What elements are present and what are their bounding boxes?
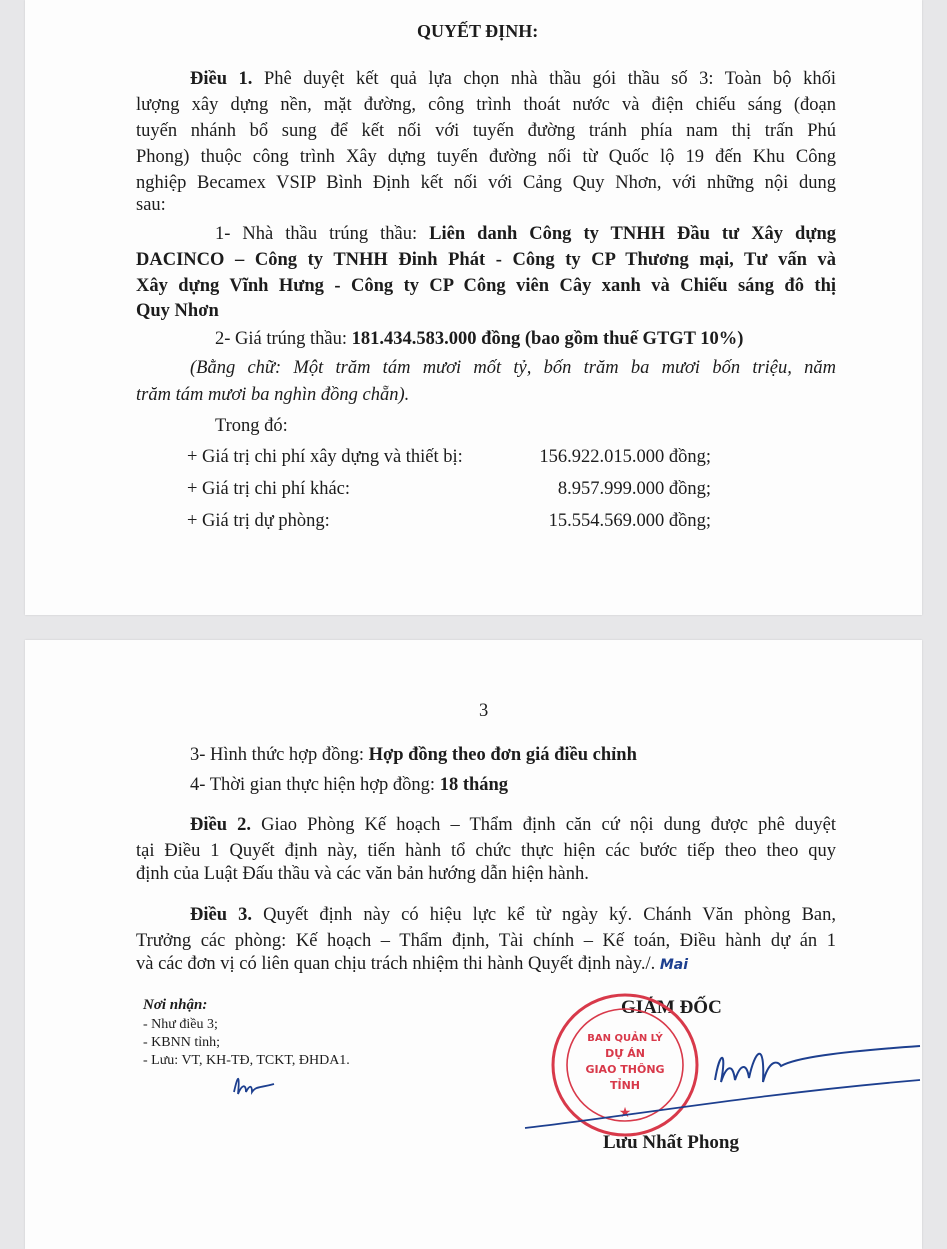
contract-type: Hợp đồng theo đơn giá điều chỉnh bbox=[368, 745, 637, 765]
article2-line-3: định của Luật Đấu thầu và các văn bản hướng dẫn hiện hành. bbox=[136, 864, 589, 884]
article1-line-6: sau: bbox=[136, 195, 166, 215]
article3-label: Điều 3. bbox=[190, 905, 252, 925]
item4-line: 4- Thời gian thực hiện hợp đồng: 18 tháng bbox=[190, 775, 509, 795]
article3-line-1: Điều 3. Quyết định này có hiệu lực kể từ ngày ký. Chánh Văn phòng Ban, bbox=[190, 905, 837, 925]
article2-line-2: tại Điều 1 Quyết định này, tiến hành tổ chức thực hiện các bước tiếp theo theo quy bbox=[136, 841, 836, 861]
director-signature-icon bbox=[495, 1020, 922, 1140]
breakdown-label-2: + Giá trị chi phí khác: bbox=[187, 479, 351, 499]
recipient-3: - Lưu: VT, KH-TĐ, TCKT, ĐHDA1. bbox=[143, 1053, 350, 1068]
article1-label: Điều 1. bbox=[190, 69, 253, 89]
article1-line-3: tuyến nhánh bổ sung để kết nối với tuyến đường tránh phía nam thị trấn Phú bbox=[136, 121, 836, 141]
article3-line-3: và các đơn vị có liên quan chịu trách nhiệm thi hành Quyết định này./. Mai bbox=[136, 954, 689, 974]
document-page-1 bbox=[25, 0, 922, 615]
item1-line-3: Xây dựng Vĩnh Hưng - Công ty CP Công viên Cây xanh và Chiếu sáng đô thị bbox=[136, 276, 836, 296]
winning-price: 181.434.583.000 đồng (bao gồm thuế GTGT 10%) bbox=[351, 329, 744, 349]
article1-line-4: Phong) thuộc công trình Xây dựng tuyến đường nối từ Quốc lộ 19 đến Khu Công bbox=[136, 147, 836, 167]
winning-contractor: Liên danh Công ty TNHH Đầu tư Xây dựng bbox=[429, 224, 836, 244]
document-page-2 bbox=[25, 640, 922, 1249]
signer-title: GIÁM ĐỐC bbox=[621, 997, 722, 1018]
page-number: 3 bbox=[479, 701, 489, 721]
breakdown-value-2: 8.957.999.000 đồng; bbox=[557, 479, 711, 499]
article3-line-2: Trưởng các phòng: Kế hoạch – Thẩm định, Tài chính – Kế toán, Điều hành dự án 1 bbox=[136, 931, 836, 951]
article2-line-1: Điều 2. Giao Phòng Kế hoạch – Thẩm định căn cứ nội dung được phê duyệt bbox=[190, 815, 836, 835]
breakdown-value-3: 15.554.569.000 đồng; bbox=[548, 511, 711, 531]
breakdown-value-1: 156.922.015.000 đồng; bbox=[539, 447, 711, 467]
item3-line: 3- Hình thức hợp đồng: Hợp đồng theo đơn giá điều chỉnh bbox=[190, 745, 637, 765]
item2-line: 2- Giá trúng thầu: 181.434.583.000 đồng (bao gồm thuế GTGT 10%) bbox=[215, 329, 744, 349]
item1-line-1: 1- Nhà thầu trúng thầu: Liên danh Công ty TNHH Đầu tư Xây dựng bbox=[215, 224, 836, 244]
article2-label: Điều 2. bbox=[190, 815, 251, 835]
recipient-1: - Như điều 3; bbox=[143, 1017, 218, 1032]
breakdown-label-3: + Giá trị dự phòng: bbox=[187, 511, 330, 531]
breakdown-intro: Trong đó: bbox=[215, 416, 288, 436]
article1-line-1: Điều 1. Phê duyệt kết quả lựa chọn nhà thầu gói thầu số 3: Toàn bộ khối bbox=[190, 69, 837, 89]
svg-text:GIAO THÔNG: GIAO THÔNG bbox=[585, 1063, 665, 1076]
item1-line-2: DACINCO – Công ty TNHH Đinh Phát - Công ty CP Thương mại, Tư vấn và bbox=[136, 250, 836, 270]
initial-signature-icon bbox=[230, 1070, 280, 1100]
article1-line-2: lượng xây dựng nền, mặt đường, công trình thoát nước và điện chiếu sáng (đoạn bbox=[136, 95, 836, 115]
item1-line-4: Quy Nhơn bbox=[136, 301, 219, 321]
contract-duration: 18 tháng bbox=[439, 775, 509, 795]
signer-name: Lưu Nhất Phong bbox=[603, 1132, 739, 1153]
article1-line-5: nghiệp Becamex VSIP Bình Định kết nối với Cảng Quy Nhơn, với những nội dung bbox=[136, 173, 836, 193]
decision-heading: QUYẾT ĐỊNH: bbox=[417, 21, 539, 41]
svg-text:TỈNH: TỈNH bbox=[609, 1079, 641, 1092]
recipients-title: Nơi nhận: bbox=[143, 997, 208, 1013]
breakdown-label-1: + Giá trị chi phí xây dựng và thiết bị: bbox=[187, 447, 463, 467]
price-in-words-line-2: trăm tám mươi ba nghìn đồng chẵn). bbox=[136, 385, 410, 405]
svg-text:BAN QUẢN LÝ: BAN QUẢN LÝ bbox=[587, 1033, 663, 1044]
svg-text:DỰ ÁN: DỰ ÁN bbox=[605, 1047, 645, 1060]
svg-text:★: ★ bbox=[618, 1106, 632, 1121]
recipient-2: - KBNN tỉnh; bbox=[143, 1035, 220, 1050]
price-in-words-line-1: (Bằng chữ: Một trăm tám mươi mốt tỷ, bốn trăm ba mươi bốn triệu, năm bbox=[190, 358, 836, 378]
initials-handwritten: Mai bbox=[659, 957, 689, 973]
